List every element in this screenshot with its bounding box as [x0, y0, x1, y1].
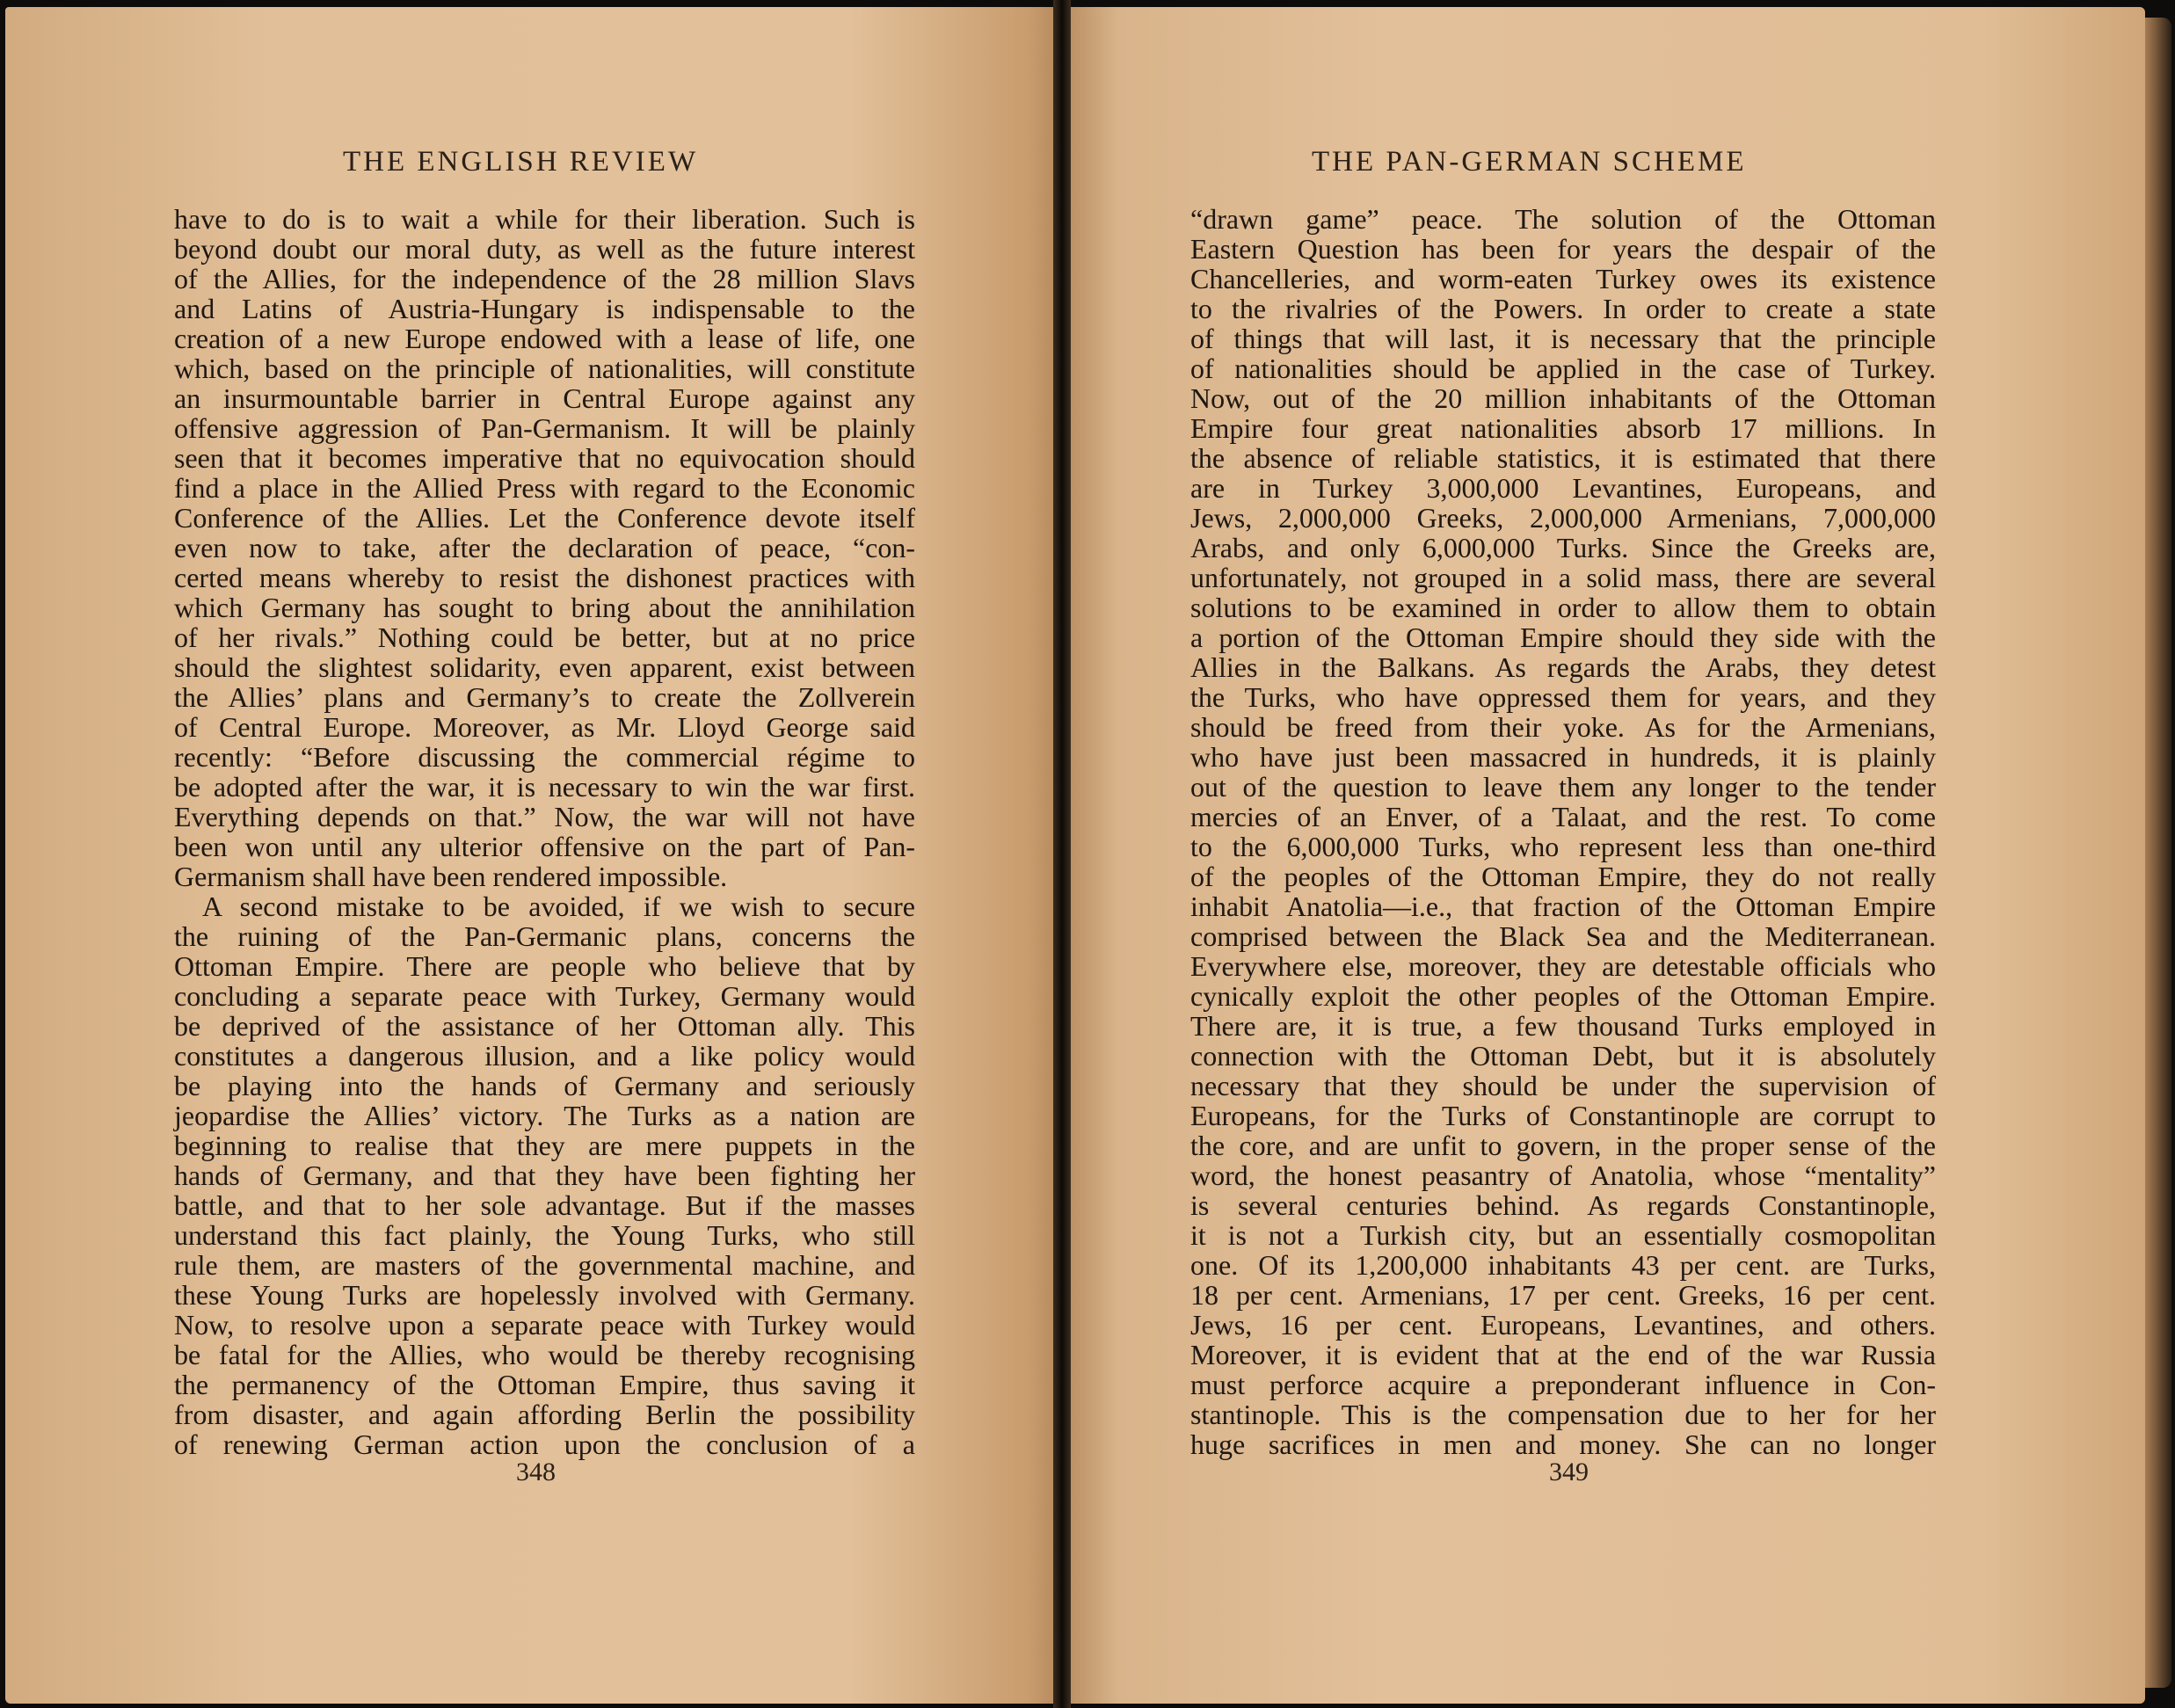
text-line: a portion of the Ottoman Empire should they side with the — [1190, 621, 1936, 653]
text-line: battle, and that to her sole advantage. But if the masses — [174, 1189, 915, 1221]
text-line: the Turks, who have oppressed them for years, and they — [1190, 681, 1936, 713]
text-line: hands of Germany, and that they have been fighting her — [174, 1159, 915, 1191]
text-line: it is not a Turkish city, but an essentially cosmopolitan — [1190, 1219, 1936, 1251]
text-line: Empire four great nationalities absorb 17 millions. In — [1190, 412, 1936, 444]
text-line: rule them, are masters of the governmental machine, and — [174, 1249, 915, 1281]
text-line: jeopardise the Allies’ victory. The Turks as a nation are — [174, 1100, 915, 1131]
text-line: unfortunately, not grouped in a solid mass, there are several — [1190, 562, 1936, 593]
right-running-head: THE PAN-GERMAN SCHEME — [1312, 146, 1747, 178]
text-line: huge sacrifices in men and money. She can no longer — [1190, 1428, 1936, 1460]
text-line: creation of a new Europe endowed with a lease of life, one — [174, 323, 915, 354]
text-line: concluding a separate peace with Turkey, Germany would — [174, 980, 915, 1012]
text-line: find a place in the Allied Press with regard to the Economic — [174, 472, 915, 504]
text-line: must perforce acquire a preponderant influence in Con- — [1190, 1369, 1936, 1400]
text-line: out of the question to leave them any longer to the tender — [1190, 771, 1936, 803]
text-line: of nationalities should be applied in the case of Turkey. — [1190, 353, 1936, 384]
text-line: connection with the Ottoman Debt, but it is absolutely — [1190, 1040, 1936, 1072]
text-line: comprised between the Black Sea and the Mediterranean. — [1190, 920, 1936, 952]
text-line: Everything depends on that.” Now, the war will not have — [174, 801, 915, 832]
text-line: necessary that they should be under the supervision of — [1190, 1070, 1936, 1101]
text-line: Jews, 2,000,000 Greeks, 2,000,000 Armenians, 7,000,000 — [1190, 502, 1936, 534]
text-line: be deprived of the assistance of her Ottoman ally. This — [174, 1010, 915, 1042]
page-edges — [2145, 18, 2171, 1688]
text-line: of her rivals.” Nothing could be better, but at no price — [174, 621, 915, 653]
text-line: are in Turkey 3,000,000 Levantines, Europeans, and — [1190, 472, 1936, 504]
text-line: to the rivalries of the Powers. In order to create a state — [1190, 293, 1936, 324]
text-line: cynically exploit the other peoples of the Ottoman Empire. — [1190, 980, 1936, 1012]
text-line: and Latins of Austria-Hungary is indispensable to the — [174, 293, 915, 324]
text-line: to the 6,000,000 Turks, who represent less than one-third — [1190, 831, 1936, 862]
left-body-text — [174, 204, 915, 1459]
text-line: be playing into the hands of Germany and seriously — [174, 1070, 915, 1101]
text-line: who have just been massacred in hundreds, it is plainly — [1190, 741, 1936, 773]
text-line: Ottoman Empire. There are people who believe that by — [174, 950, 915, 982]
text-line: the Allies’ plans and Germany’s to create the Zollverein — [174, 681, 915, 713]
text-line: Jews, 16 per cent. Europeans, Levantines, and others. — [1190, 1309, 1936, 1341]
text-line: mercies of an Enver, of a Talaat, and the rest. To come — [1190, 801, 1936, 832]
text-line: Chancelleries, and worm-eaten Turkey owes its existence — [1190, 263, 1936, 294]
text-line: an insurmountable barrier in Central Europe against any — [174, 382, 915, 414]
text-line: of the peoples of the Ottoman Empire, they do not really — [1190, 861, 1936, 892]
text-line: seen that it becomes imperative that no equivocation should — [174, 442, 915, 474]
text-line: should be freed from their yoke. As for the Armenians, — [1190, 711, 1936, 743]
right-body-text — [1190, 204, 1936, 1459]
text-line: of things that will last, it is necessary that the principle — [1190, 323, 1936, 354]
text-line: Allies in the Balkans. As regards the Arabs, they detest — [1190, 651, 1936, 683]
text-line: Everywhere else, moreover, they are detestable officials who — [1190, 950, 1936, 982]
text-line: beginning to realise that they are mere puppets in the — [174, 1130, 915, 1161]
text-line: even now to take, after the declaration of peace, “con- — [174, 532, 915, 563]
text-line: Moreover, it is evident that at the end of the war Russia — [1190, 1339, 1936, 1370]
text-line: Now, to resolve upon a separate peace with Turkey would — [174, 1309, 915, 1341]
text-line: be fatal for the Allies, who would be thereby recognising — [174, 1339, 915, 1370]
text-line: one. Of its 1,200,000 inhabitants 43 per cent. are Turks, — [1190, 1249, 1936, 1281]
text-line: of renewing German action upon the conclusion of a — [174, 1428, 915, 1460]
text-line: these Young Turks are hopelessly involved with Germany. — [174, 1279, 915, 1311]
text-line: from disaster, and again affording Berlin the possibility — [174, 1399, 915, 1430]
text-line: recently: “Before discussing the commercial régime to — [174, 741, 915, 773]
text-line: beyond doubt our moral duty, as well as the future interest — [174, 233, 915, 265]
text-line: “drawn game” peace. The solution of the Ottoman — [1190, 203, 1936, 235]
text-line: Now, out of the 20 million inhabitants of the Ottoman — [1190, 382, 1936, 414]
text-line: which Germany has sought to bring about the annihilation — [174, 592, 915, 623]
text-line: A second mistake to be avoided, if we wish to secure — [202, 890, 915, 922]
text-line: offensive aggression of Pan-Germanism. It will be plainly — [174, 412, 915, 444]
text-line: the ruining of the Pan-Germanic plans, concerns the — [174, 920, 915, 952]
text-line: constitutes a dangerous illusion, and a like policy would — [174, 1040, 915, 1072]
text-line: solutions to be examined in order to allow them to obtain — [1190, 592, 1936, 623]
text-line: of Central Europe. Moreover, as Mr. Lloyd George said — [174, 711, 915, 743]
text-line: the core, and are unfit to govern, in the proper sense of the — [1190, 1130, 1936, 1161]
right-page-number: 349 — [1549, 1457, 1589, 1486]
text-line: have to do is to wait a while for their liberation. Such is — [174, 203, 915, 235]
text-line: of the Allies, for the independence of the 28 million Slavs — [174, 263, 915, 294]
text-line: inhabit Anatolia—i.e., that fraction of the Ottoman Empire — [1190, 890, 1936, 922]
text-line: Eastern Question has been for years the despair of the — [1190, 233, 1936, 265]
text-line: the permanency of the Ottoman Empire, thus saving it — [174, 1369, 915, 1400]
text-line: Europeans, for the Turks of Constantinople are corrupt to — [1190, 1100, 1936, 1131]
text-line: Arabs, and only 6,000,000 Turks. Since the Greeks are, — [1190, 532, 1936, 563]
text-line: is several centuries behind. As regards Constantinople, — [1190, 1189, 1936, 1221]
text-line: 18 per cent. Armenians, 17 per cent. Greeks, 16 per cent. — [1190, 1279, 1936, 1311]
text-line: which, based on the principle of nationalities, will constitute — [174, 353, 915, 384]
text-line: Conference of the Allies. Let the Conference devote itself — [174, 502, 915, 534]
book-gutter — [1053, 0, 1071, 1708]
text-line: should the slightest solidarity, even apparent, exist between — [174, 651, 915, 683]
text-line: certed means whereby to resist the dishonest practices with — [174, 562, 915, 593]
left-page-number: 348 — [516, 1457, 556, 1486]
text-line: been won until any ulterior offensive on the part of Pan- — [174, 831, 915, 862]
text-line: be adopted after the war, it is necessary to win the war first. — [174, 771, 915, 803]
text-line: Germanism shall have been rendered impossible. — [174, 861, 728, 892]
text-line: the absence of reliable statistics, it is estimated that there — [1190, 442, 1936, 474]
text-line: There are, it is true, a few thousand Turks employed in — [1190, 1010, 1936, 1042]
left-running-head: THE ENGLISH REVIEW — [343, 146, 699, 178]
text-line: stantinople. This is the compensation due to her for her — [1190, 1399, 1936, 1430]
text-line: understand this fact plainly, the Young Turks, who still — [174, 1219, 915, 1251]
text-line: word, the honest peasantry of Anatolia, whose “mentality” — [1190, 1159, 1936, 1191]
